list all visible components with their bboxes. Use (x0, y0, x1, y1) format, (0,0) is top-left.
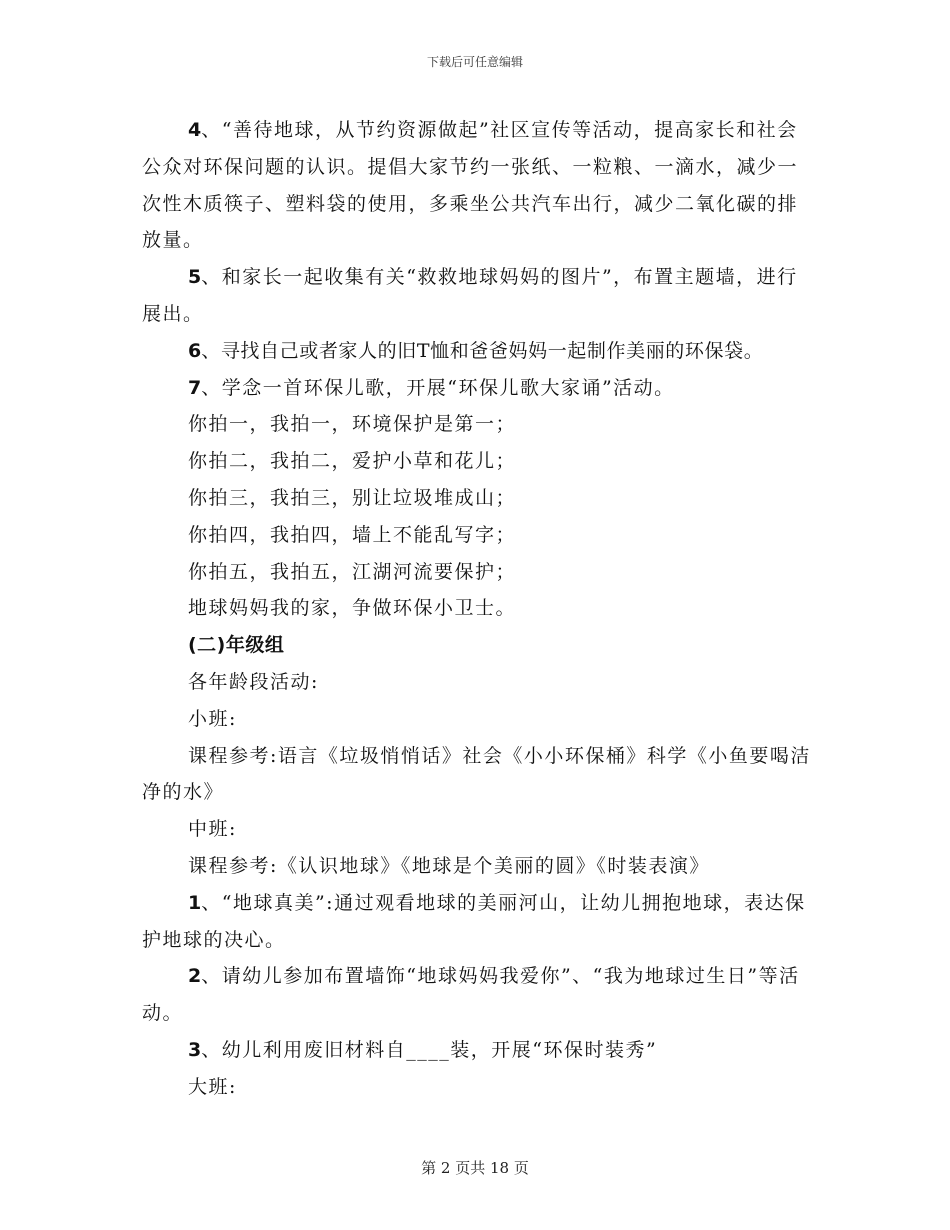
middle-item-2 (142, 958, 812, 1032)
middle-class-course: 课程参考:《认识地球》《地球是个美丽的圆》《时装表演》 (188, 854, 710, 877)
item-text: 、和家长一起收集有关“救救地球妈妈的图片”，布置主题墙，进行展出。 (142, 266, 798, 325)
item-number: 4 (188, 119, 202, 141)
item-4 (142, 112, 812, 259)
middle-item-3 (142, 1032, 812, 1069)
song-line: 你拍二，我拍二，爱护小草和花儿； (188, 450, 517, 473)
item-text: 、学念一首环保儿歌，开展“环保儿歌大家诵”活动。 (201, 376, 675, 399)
item-number: 6 (188, 339, 202, 362)
middle-class-label: 中班: (188, 818, 237, 841)
item-7 (142, 370, 812, 407)
big-class-label: 大班: (188, 1075, 237, 1098)
item-number: 5 (188, 266, 202, 289)
item-text: 、请幼儿参加布置墙饰“地球妈妈我爱你”、“我为地球过生日”等活动。 (142, 965, 800, 1025)
item-text: 、“善待地球，从节约资源做起”社区宣传等活动，提高家长和社会公众对环保问题的认识。提倡大家节约一张纸、一粒粮、一滴水，减少一次性木质筷子、塑料袋的使用，多乘坐公共汽车出行，减少二氧化碳的排放量。 (142, 119, 799, 252)
item-5 (142, 259, 812, 333)
item-6 (142, 333, 812, 370)
small-class-course: 课程参考:语言《垃圾悄悄话》社会《小小环保桶》科学《小鱼要喝洁净的水》 (142, 744, 811, 804)
document-body (142, 112, 812, 1106)
song-line: 你拍五，我拍五，江湖河流要保护； (188, 560, 517, 583)
item-number: 1 (188, 891, 202, 914)
item-number: 7 (188, 376, 202, 399)
item-number: 2 (188, 965, 202, 988)
item-text: 、寻找自己或者家人的旧T恤和爸爸妈妈一起制作美丽的环保袋。 (201, 339, 764, 362)
page-footer: 第 2 页共 18 页 (421, 1159, 529, 1177)
song-line: 你拍一，我拍一，环境保护是第一； (188, 413, 517, 436)
song-line: 地球妈妈我的家，争做环保小卫士。 (188, 597, 517, 620)
middle-item-1 (142, 885, 812, 959)
song-line: 你拍三，我拍三，别让垃圾堆成山； (188, 486, 517, 509)
song-line: 你拍四，我拍四，墙上不能乱写字； (188, 523, 517, 546)
page-header: 下载后可任意编辑 (426, 55, 523, 69)
item-text: 、幼儿利用废旧材料自____装，开展“环保时装秀” (201, 1038, 658, 1061)
small-class-label: 小班: (188, 707, 237, 730)
section-intro: 各年龄段活动: (188, 670, 319, 693)
item-text: 、“地球真美”:通过观看地球的美丽河山，让幼儿拥抱地球，表达保护地球的决心。 (142, 891, 806, 951)
item-number: 3 (188, 1038, 202, 1061)
section-heading: (二)年级组 (188, 634, 285, 657)
